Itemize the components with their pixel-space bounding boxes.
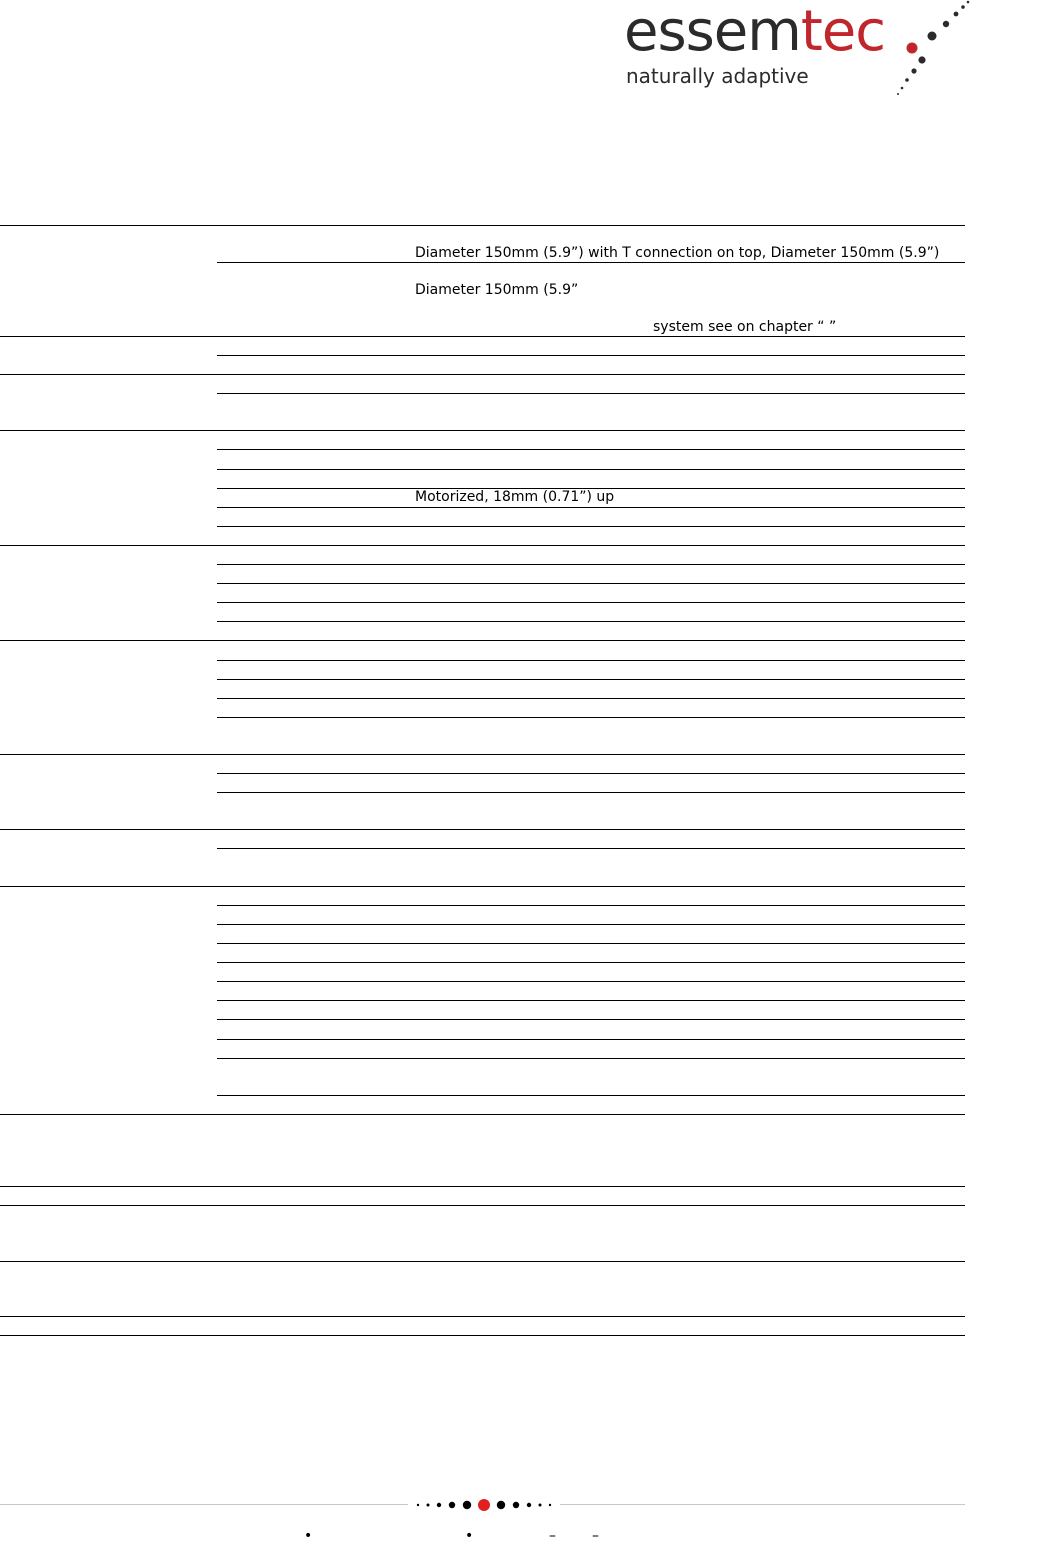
table-rule bbox=[0, 640, 965, 641]
table-rule bbox=[217, 262, 965, 263]
table-rule bbox=[217, 1019, 965, 1020]
table-rule bbox=[0, 829, 965, 830]
logo-dots-icon bbox=[894, 0, 1004, 100]
table-rule bbox=[217, 449, 965, 450]
logo-wordmark bbox=[624, 2, 885, 62]
table-rule bbox=[217, 717, 965, 718]
table-rule bbox=[217, 660, 965, 661]
table-cell-text: Diameter 150mm (5.9” bbox=[415, 282, 579, 298]
table-rule bbox=[0, 886, 965, 887]
table-rule bbox=[0, 336, 965, 337]
table-cell-text: Motorized, 18mm (0.71”) up bbox=[415, 489, 615, 505]
table-rule bbox=[217, 848, 965, 849]
table-rule bbox=[217, 981, 965, 982]
table-rule bbox=[217, 905, 965, 906]
table-rule bbox=[217, 621, 965, 622]
table-rule bbox=[217, 962, 965, 963]
footer-dash: – bbox=[549, 1528, 556, 1544]
table-rule bbox=[0, 1316, 965, 1317]
table-rule bbox=[0, 430, 965, 431]
logo-tagline: naturally adaptive bbox=[626, 64, 809, 88]
table-rule bbox=[217, 564, 965, 565]
table-rule bbox=[217, 924, 965, 925]
company-logo bbox=[624, 0, 1004, 100]
table-rule bbox=[217, 526, 965, 527]
footer-bullet: • bbox=[304, 1528, 313, 1544]
footer-dash: – bbox=[592, 1528, 599, 1544]
table-rule bbox=[217, 1058, 965, 1059]
table-rule bbox=[0, 1114, 965, 1115]
table-rule bbox=[217, 679, 965, 680]
table-rule bbox=[0, 1205, 965, 1206]
table-rule bbox=[217, 1000, 965, 1001]
table-rule bbox=[217, 393, 965, 394]
table-cell-text: Diameter 150mm (5.9”) with T connection on top, Diameter 150mm (5.9”) bbox=[415, 245, 940, 261]
footer-divider-left bbox=[0, 1504, 408, 1505]
table-rule bbox=[0, 754, 965, 755]
table-rule bbox=[0, 1335, 965, 1336]
table-rule bbox=[217, 602, 965, 603]
table-rule bbox=[217, 773, 965, 774]
table-rule bbox=[217, 1095, 965, 1096]
table-cell-text: system see on chapter “ ” bbox=[653, 319, 837, 335]
table-rule bbox=[217, 583, 965, 584]
table-rule bbox=[0, 225, 965, 226]
table-rule bbox=[217, 698, 965, 699]
table-rule bbox=[0, 374, 965, 375]
footer-bullet: • bbox=[465, 1528, 474, 1544]
table-rule bbox=[217, 355, 965, 356]
logo-wordmark-red: tec bbox=[800, 0, 886, 64]
table-rule bbox=[217, 943, 965, 944]
table-rule bbox=[217, 792, 965, 793]
table-rule bbox=[0, 545, 965, 546]
logo-wordmark-dark: essem bbox=[624, 0, 801, 64]
table-rule bbox=[217, 507, 965, 508]
table-rule bbox=[217, 1039, 965, 1040]
footer-divider-right bbox=[560, 1504, 965, 1505]
table-rule bbox=[217, 469, 965, 470]
table-rule bbox=[0, 1186, 965, 1187]
footer-dots-icon bbox=[412, 1494, 556, 1516]
table-rule bbox=[0, 1261, 965, 1262]
